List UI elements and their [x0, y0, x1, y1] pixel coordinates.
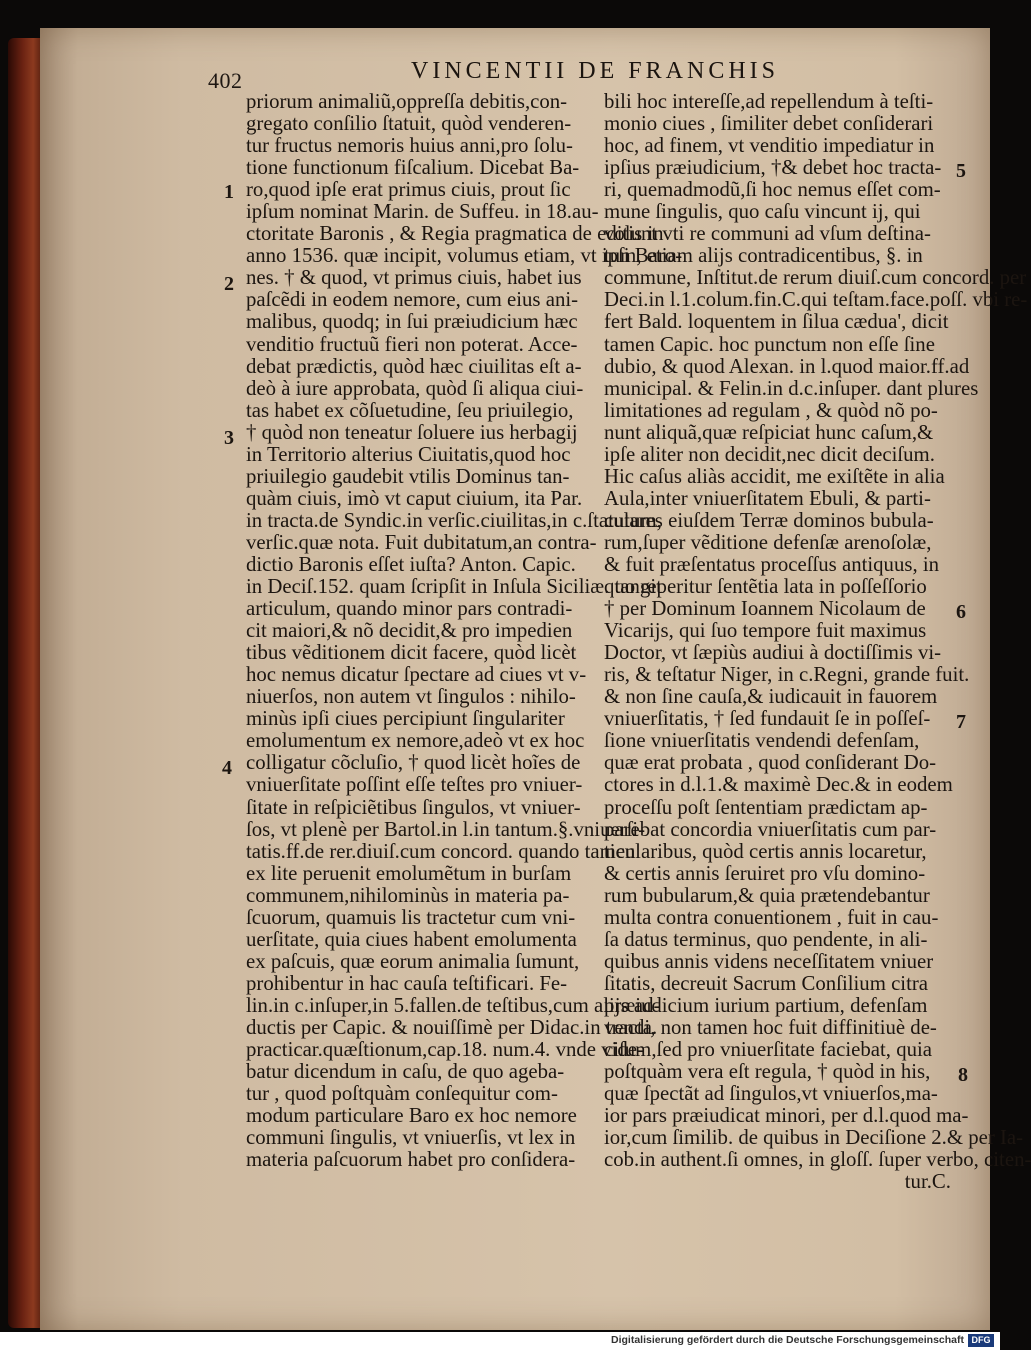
text-line: ticularibus, quòd certis annis locaretur, — [604, 839, 927, 863]
text-line: priorum animaliũ,oppreſſa debitis,con- — [246, 90, 568, 113]
text-line: Doctor, vt ſæpiùs audiui à doctiſſimis vi- — [604, 641, 942, 665]
text-line: vendi, non tamen hoc fuit diffinitiuè de- — [604, 1015, 937, 1039]
text-line: prohibentur in hac cauſa teſtificari. Fe- — [246, 971, 568, 995]
text-line: minùs ipſi ciues percipiunt ſingulariter — [246, 707, 565, 731]
text-line: & certis annis ſeruiret pro vſu domino- — [604, 861, 926, 885]
text-line: rum,ſuper vẽditione defenſæ arenoſolæ, — [604, 530, 932, 554]
text-line: vniuerſitatis, † ſed fundauit ſe in poſſeſ- — [604, 707, 931, 731]
text-line: hoc nemus dicatur ſpectare ad ciues vt v- — [246, 663, 587, 687]
text-line: ex lite peruenit emolumẽtum in burſam — [246, 861, 572, 885]
text-line: in Territorio alterius Ciuitatis,quod hoc — [246, 442, 571, 466]
text-line: dubio, & quod Alexan. in l.quod maior.ff.ad — [604, 354, 970, 378]
text-line: fert Bald. loquentem in ſilua cædua', dicit — [604, 310, 949, 334]
text-line: niuerſos, non autem vt ſingulos : nihilo- — [246, 685, 576, 709]
text-line: tur , quod poſtquàm conſequitur com- — [246, 1082, 558, 1106]
text-line: quæ ſpectãt ad ſingulos,vt vniuerſos,ma- — [604, 1082, 938, 1106]
text-line: † per Dominum Ioannem Nicolaum de — [604, 597, 926, 621]
text-line: ior,cum ſimilib. de quibus in Deciſione 2.& per Ia- — [604, 1126, 1024, 1150]
text-line: † quòd non teneatur ſoluere ius herbagij — [246, 420, 578, 444]
text-line: cob.in authent.ſi omnes, in gloſſ. ſuper verbo, citen- — [604, 1148, 1031, 1172]
text-line: tatis.ff.de rer.diuiſ.cum concord. quando tamen — [246, 839, 636, 863]
text-line: dictio Baronis eſſet iuſta? Anton. Capic. — [246, 552, 576, 576]
margin-note-8: 8 — [958, 1064, 968, 1086]
text-line: cit maiori,& nõ decidit,& pro impedien — [246, 619, 573, 643]
text-line: tibus vẽditionem dicit facere, quòd licèt — [246, 641, 577, 665]
text-line: præiudicium iurium partium, defenſam — [604, 993, 928, 1017]
text-line: ipſius præiudicium, †& debet hoc tracta- — [604, 156, 942, 180]
text-line: in Deciſ.152. quam ſcripſit in Inſula Siciliæ. tangit — [246, 575, 662, 599]
text-line: ctores in d.l.1.& maximè Dec.& in eodem — [604, 773, 953, 797]
text-line: ductis per Capic. & nouiſſimè per Didac.in tracta. — [246, 1015, 658, 1039]
text-line: tur.C. — [904, 1170, 951, 1194]
text-line: & non ſine cauſa,& iudicauit in fauorem — [604, 685, 938, 709]
text-line: ior pars præiudicat minori, per d.l.quod ma- — [604, 1104, 969, 1128]
text-line: limitationes ad regulam , & quòd nõ po- — [604, 398, 938, 422]
text-line: lin.in c.inſuper,in 5.fallen.de teſtibus,cum alijs ad- — [246, 993, 661, 1017]
text-line: quibus annis videns neceſſitatem vniuer — [604, 949, 934, 973]
margin-note-4: 4 — [222, 757, 232, 779]
text-line: paſcẽdi in eodem nemore, cum eius ani- — [246, 288, 579, 312]
text-line: monio ciues , ſimiliter debet conſiderari — [604, 112, 934, 136]
text-line: culares eiuſdem Terræ dominos bubula- — [604, 508, 934, 532]
page-number: 402 — [208, 68, 243, 93]
text-line: ſione vniuerſitatis vendendi defenſam, — [604, 729, 920, 753]
text-line: tur fructus nemoris huius anni,pro ſolu- — [246, 134, 573, 158]
text-line: tum, etiam alijs contradicentibus, §. in — [604, 244, 923, 268]
dfg-logo: DFG — [968, 1334, 994, 1347]
text-line: tas habet ex cõſuetudine, ſeu priuilegio, — [246, 398, 574, 422]
text-line: ſitate in reſpiciẽtibus ſingulos, vt vniuer- — [246, 795, 581, 819]
text-line: ipſe aliter non decidit,nec dicit deciſum. — [604, 442, 935, 466]
text-line: quæ erat probata , quod conſiderant Do- — [604, 751, 937, 775]
text-line: multa contra conuentionem , fuit in cau- — [604, 905, 939, 929]
text-line: nunt aliquã,quæ reſpiciat hunc caſum,& — [604, 420, 934, 444]
text-line: debat prædictis, quòd hæc ciuilitas eſt a- — [246, 354, 582, 378]
text-line: ro,quod ipſe erat primus ciuis, prout ſic — [246, 178, 571, 202]
text-line: ſitatis, decreuit Sacrum Conſilium citra — [604, 971, 929, 995]
text-line: Aula,inter vniuerſitatem Ebuli, & parti- — [604, 486, 931, 510]
text-line: ſa datus terminus, quo pendente, in ali- — [604, 927, 928, 951]
text-line: volunt vti re communi ad vſum deſtina- — [604, 222, 931, 246]
text-line: ctoritate Baronis , & Regia pragmatica de editis in — [246, 222, 664, 246]
right-text-column — [604, 90, 1031, 1194]
text-line: ſos, vt plenè per Bartol.in l.in tantum.§.vniuerſi- — [246, 817, 646, 841]
text-line: parebat concordia vniuerſitatis cum par- — [604, 817, 937, 841]
text-line: communi ſingulis, vt vniuerſis, vt lex in — [246, 1126, 576, 1150]
text-line: municipal. & Felin.in d.c.inſuper. dant plures — [604, 376, 979, 400]
text-line: mune ſingulis, quo caſu vincunt ij, qui — [604, 200, 921, 224]
book-spine — [8, 38, 44, 1328]
margin-note-7: 7 — [956, 711, 966, 733]
text-line: ipſum nominat Marin. de Suffeu. in 18.au- — [246, 200, 599, 224]
text-line: vniuerſitate poſſint eſſe teſtes pro vniuer- — [246, 773, 583, 797]
text-line: priuilegio gaudebit vtilis Dominus tan- — [246, 464, 570, 488]
text-line: in tracta.de Syndic.in verſic.ciuilitas,in c.ſtatutum, — [246, 508, 662, 532]
text-line: deò à iure approbata, quòd ſi aliqua ciui- — [246, 376, 584, 400]
margin-note-1: 1 — [224, 181, 234, 203]
text-line: colligatur cõcluſio, † quod licèt hoĩes de — [246, 751, 581, 775]
text-line: bili hoc intereſſe,ad repellendum à teſti- — [604, 90, 934, 113]
left-text-column — [246, 90, 683, 1172]
text-line: commune, Inſtitut.de rerum diuiſ.cum concord. per — [604, 266, 1027, 290]
text-line: verſic.quæ nota. Fuit dubitatum,an contra- — [246, 530, 597, 554]
footer-credit: Digitalisierung gefördert durch die Deutsche Forschungsgemeinschaft — [611, 1334, 964, 1346]
text-line: malibus, quodq; in ſui præiudicium hæc — [246, 310, 578, 334]
text-line: modum particulare Baro ex hoc nemore — [246, 1104, 577, 1128]
margin-note-5: 5 — [956, 160, 966, 182]
text-line: practicar.quæſtionum,cap.18. num.4. vnde vide- — [246, 1038, 644, 1062]
text-line: Hic caſus aliàs accidit, me exiſtẽte in alia — [604, 464, 945, 488]
text-line: quo reperitur ſentẽtia lata in poſſeſſorio — [604, 575, 927, 599]
margin-note-6: 6 — [956, 601, 966, 623]
text-line: & fuit præſentatus proceſſus antiquus, in — [604, 552, 940, 576]
text-line: ciſum,ſed pro vniuerſitate faciebat, quia — [604, 1038, 932, 1062]
text-line: nes. † & quod, vt primus ciuis, habet ius — [246, 266, 582, 290]
text-line: Deci.in l.1.colum.fin.C.qui teſtam.face.poſſ. vbi re- — [604, 288, 1028, 312]
text-line: batur dicendum in caſu, de quo agebа- — [246, 1060, 565, 1084]
text-line: ri, quemadmodũ,ſi hoc nemus eſſet com- — [604, 178, 941, 202]
text-line: uerſitate, quia ciues habent emolumenta — [246, 927, 577, 951]
margin-note-2: 2 — [224, 273, 234, 295]
text-line: proceſſu poſt ſententiam prædictam ap- — [604, 795, 928, 819]
text-line: poſtquàm vera eſt regula, † quòd in his, — [604, 1060, 931, 1084]
text-line: ris, & teſtatur Niger, in c.Regni, grande fuit. — [604, 663, 970, 687]
running-head: VINCENTII DE FRANCHIS — [411, 58, 779, 84]
text-line: tione functionum fiſcalium. Dicebat Ba- — [246, 156, 580, 180]
text-line: articulum, quando minor pars contradi- — [246, 597, 573, 621]
text-line: ſcuorum, quamuis lis tractetur cum vni- — [246, 905, 576, 929]
text-line: emolumentum ex nemore,adeò vt ex hoc — [246, 729, 585, 753]
text-line: quàm ciuis, imò vt caput ciuium, ita Par. — [246, 486, 583, 510]
text-line: gregato conſilio ſtatuit, quòd venderen- — [246, 112, 572, 136]
text-line: rum bubularum,& quia prætendebantur — [604, 883, 930, 907]
text-line: Vicarijs, qui ſuo tempore fuit maximus — [604, 619, 927, 643]
margin-note-3: 3 — [224, 427, 234, 449]
text-line: communem,nihilominùs in materia pa- — [246, 883, 570, 907]
text-line: anno 1536. quæ incipit, volumus etiam, vt ipſi Baro- — [246, 244, 683, 268]
text-line: ex paſcuis, quæ eorum animalia ſumunt, — [246, 949, 580, 973]
text-line: venditio fructuũ fieri non poterat. Acce- — [246, 332, 578, 356]
text-line: hoc, ad finem, vt venditio impediatur in — [604, 134, 935, 158]
text-line: tamen Capic. hoc punctum non eſſe ſine — [604, 332, 935, 356]
text-line: materia paſcuorum habet pro conſidera- — [246, 1148, 576, 1172]
